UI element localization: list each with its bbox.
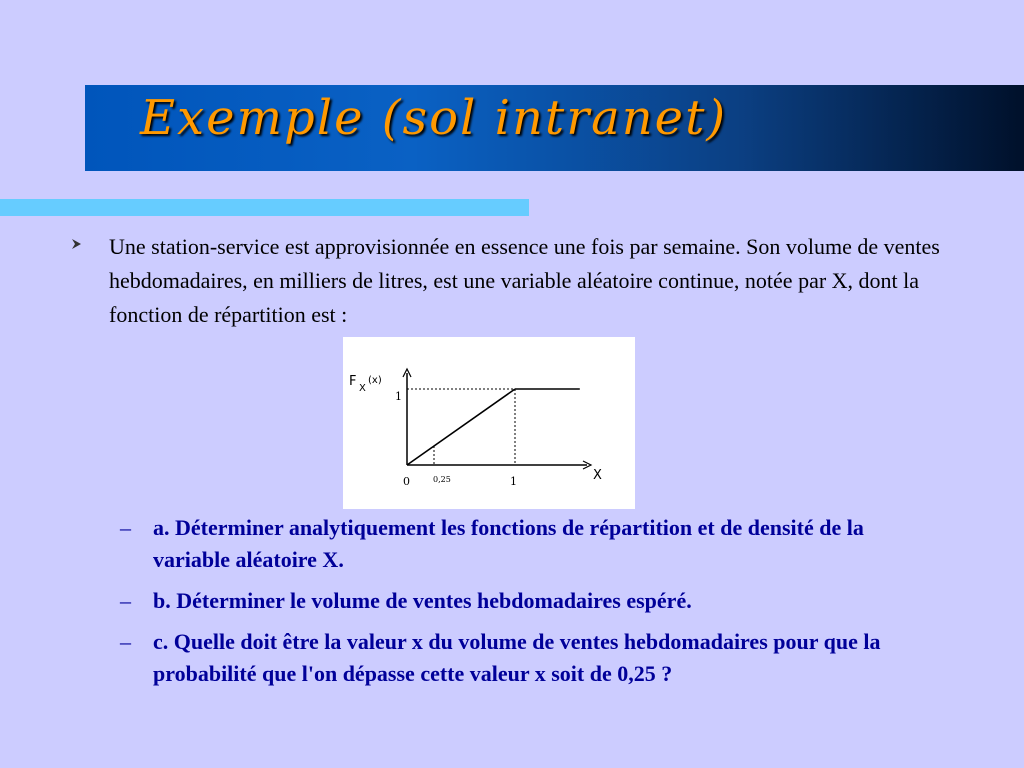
x-tick-label-0: 0 bbox=[403, 475, 410, 488]
x-axis-label: X bbox=[593, 468, 602, 483]
y-tick-label: 1 bbox=[395, 390, 402, 403]
question-text-b: b. Déterminer le volume de ventes hebdomadaires espéré. bbox=[153, 588, 692, 613]
slide-title: Exemple (sol intranet) bbox=[140, 90, 728, 146]
x-tick-label-025: 0,25 bbox=[433, 475, 451, 484]
accent-line bbox=[0, 199, 529, 216]
question-text-a: a. Déterminer analytiquement les fonctions de répartition et de densité de la variable aléatoire X. bbox=[153, 515, 864, 572]
question-list bbox=[120, 512, 940, 699]
question-text-c: c. Quelle doit être la valeur x du volume de ventes hebdomadaires pour que la probabilité que l'on dépasse cette valeur x soit de 0,25 ? bbox=[153, 629, 881, 686]
question-item-b bbox=[120, 585, 940, 617]
question-item-c bbox=[120, 626, 940, 690]
question-item-a bbox=[120, 512, 940, 576]
dash-bullet: – bbox=[120, 515, 131, 540]
cdf-chart bbox=[343, 337, 635, 509]
cdf-figure bbox=[343, 337, 635, 509]
y-axis-label-arg: (x) bbox=[368, 375, 382, 386]
dash-bullet: – bbox=[120, 629, 131, 654]
y-axis-label-sub: X bbox=[359, 383, 366, 394]
arrowhead-bullet-icon bbox=[70, 238, 82, 250]
dash-bullet: – bbox=[120, 588, 131, 613]
x-tick-label-1: 1 bbox=[510, 475, 517, 488]
cdf-segment-0-0 bbox=[407, 389, 515, 465]
problem-statement: Une station-service est approvisionnée en essence une fois par semaine. Son volume de ventes hebdomadaires, en milliers de litres, est une variable aléatoire continue, notée par X, dont la fonction de répartition est : bbox=[109, 234, 940, 327]
y-axis-label: F bbox=[349, 374, 357, 389]
